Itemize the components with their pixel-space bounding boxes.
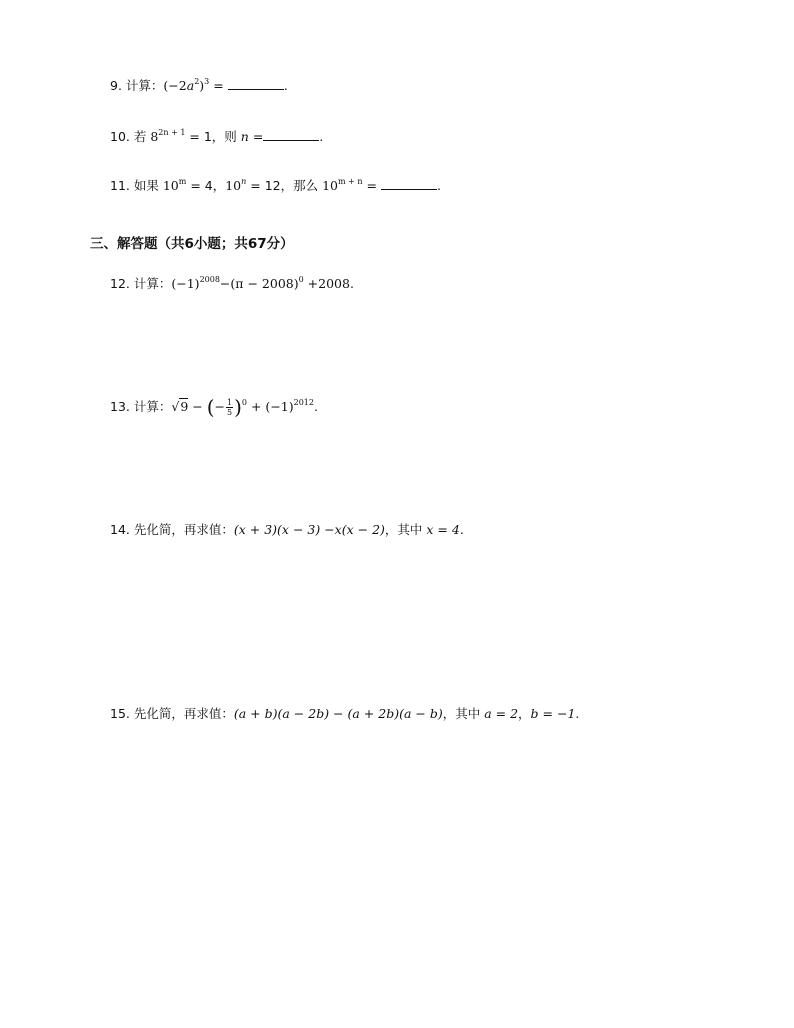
- question-end: .: [319, 129, 324, 144]
- math-expression: (x + 3)(x − 3) −x(x − 2): [233, 522, 385, 537]
- math-base: 10: [162, 178, 179, 193]
- question-label: 计算：: [133, 399, 172, 414]
- math-exponent: 0: [241, 398, 248, 407]
- sqrt-radicand: 9: [180, 399, 189, 414]
- math-condition: x = 4: [426, 522, 460, 537]
- question-13: [110, 397, 318, 417]
- question-label: 如果: [133, 178, 163, 193]
- question-number: 9.: [110, 78, 126, 93]
- question-label: 计算：: [125, 78, 164, 93]
- math-exponent: 2: [194, 77, 200, 86]
- math-exponent: 0: [298, 275, 304, 284]
- math-exponent: 3: [204, 77, 210, 86]
- math-text: ，其中: [442, 706, 485, 721]
- math-condition: a = 2: [484, 706, 519, 721]
- question-end: .: [575, 706, 580, 721]
- question-number: 12.: [110, 276, 134, 291]
- math-exponent: m + n: [338, 177, 363, 186]
- math-base: (−2: [163, 78, 187, 93]
- question-number: 13.: [110, 399, 134, 414]
- math-text: ，: [518, 706, 531, 721]
- math-text: = 1，则: [185, 129, 241, 144]
- math-text: = 12，那么: [246, 178, 323, 193]
- question-label: 先化简，再求值：: [133, 706, 234, 721]
- math-fraction: [226, 398, 233, 417]
- math-neg: −: [214, 399, 226, 414]
- math-paren: ): [199, 78, 205, 93]
- answer-blank[interactable]: [381, 177, 437, 190]
- question-number: 10.: [110, 129, 134, 144]
- math-term: (−1): [171, 276, 200, 291]
- math-paren: ): [234, 395, 242, 419]
- question-14: [110, 520, 464, 540]
- math-text: = 4，: [186, 178, 226, 193]
- question-end: .: [436, 178, 441, 193]
- math-exponent: n: [241, 177, 247, 186]
- math-base: 8: [150, 129, 159, 144]
- math-text: ，其中: [384, 522, 427, 537]
- math-exponent: 2012: [293, 398, 314, 407]
- question-label: 计算：: [133, 276, 172, 291]
- question-number: 15.: [110, 706, 134, 721]
- question-9: [110, 76, 288, 96]
- math-exponent: 2008: [199, 275, 220, 284]
- fraction-denominator: 5: [227, 408, 233, 417]
- math-expression: (a + b)(a − 2b) − (a + 2b)(a − b): [233, 706, 443, 721]
- question-15: [110, 704, 579, 724]
- math-paren: (: [206, 395, 215, 419]
- question-10: [110, 127, 323, 147]
- question-number: 14.: [110, 522, 134, 537]
- question-11: [110, 176, 441, 196]
- question-label: 若: [133, 129, 151, 144]
- question-12: [110, 274, 354, 294]
- math-term: +2008.: [303, 276, 354, 291]
- question-end: .: [283, 78, 288, 93]
- question-number: 11.: [110, 178, 134, 193]
- math-term: −(π − 2008): [219, 276, 299, 291]
- fraction-numerator: 1: [227, 398, 233, 407]
- math-equals: =: [362, 178, 381, 193]
- section-heading: 三、解答题（共6小题；共67分）: [90, 236, 294, 252]
- math-equals: =: [209, 78, 228, 93]
- sqrt-symbol: √: [171, 399, 180, 414]
- math-equals: =: [248, 129, 264, 144]
- math-variable: n: [240, 129, 249, 144]
- math-base: 10: [322, 178, 338, 193]
- question-label: 先化简，再求值：: [133, 522, 234, 537]
- math-term: + (−1): [247, 399, 294, 414]
- question-end: .: [459, 522, 464, 537]
- math-condition: b = −1: [530, 706, 576, 721]
- math-base: 10: [225, 178, 242, 193]
- math-exponent: 2n + 1: [158, 128, 186, 137]
- question-end: .: [313, 399, 318, 414]
- answer-blank[interactable]: [228, 77, 284, 90]
- answer-blank[interactable]: [263, 128, 319, 141]
- math-exponent: m: [178, 177, 187, 186]
- math-minus: −: [188, 399, 207, 414]
- math-variable: a: [186, 78, 195, 93]
